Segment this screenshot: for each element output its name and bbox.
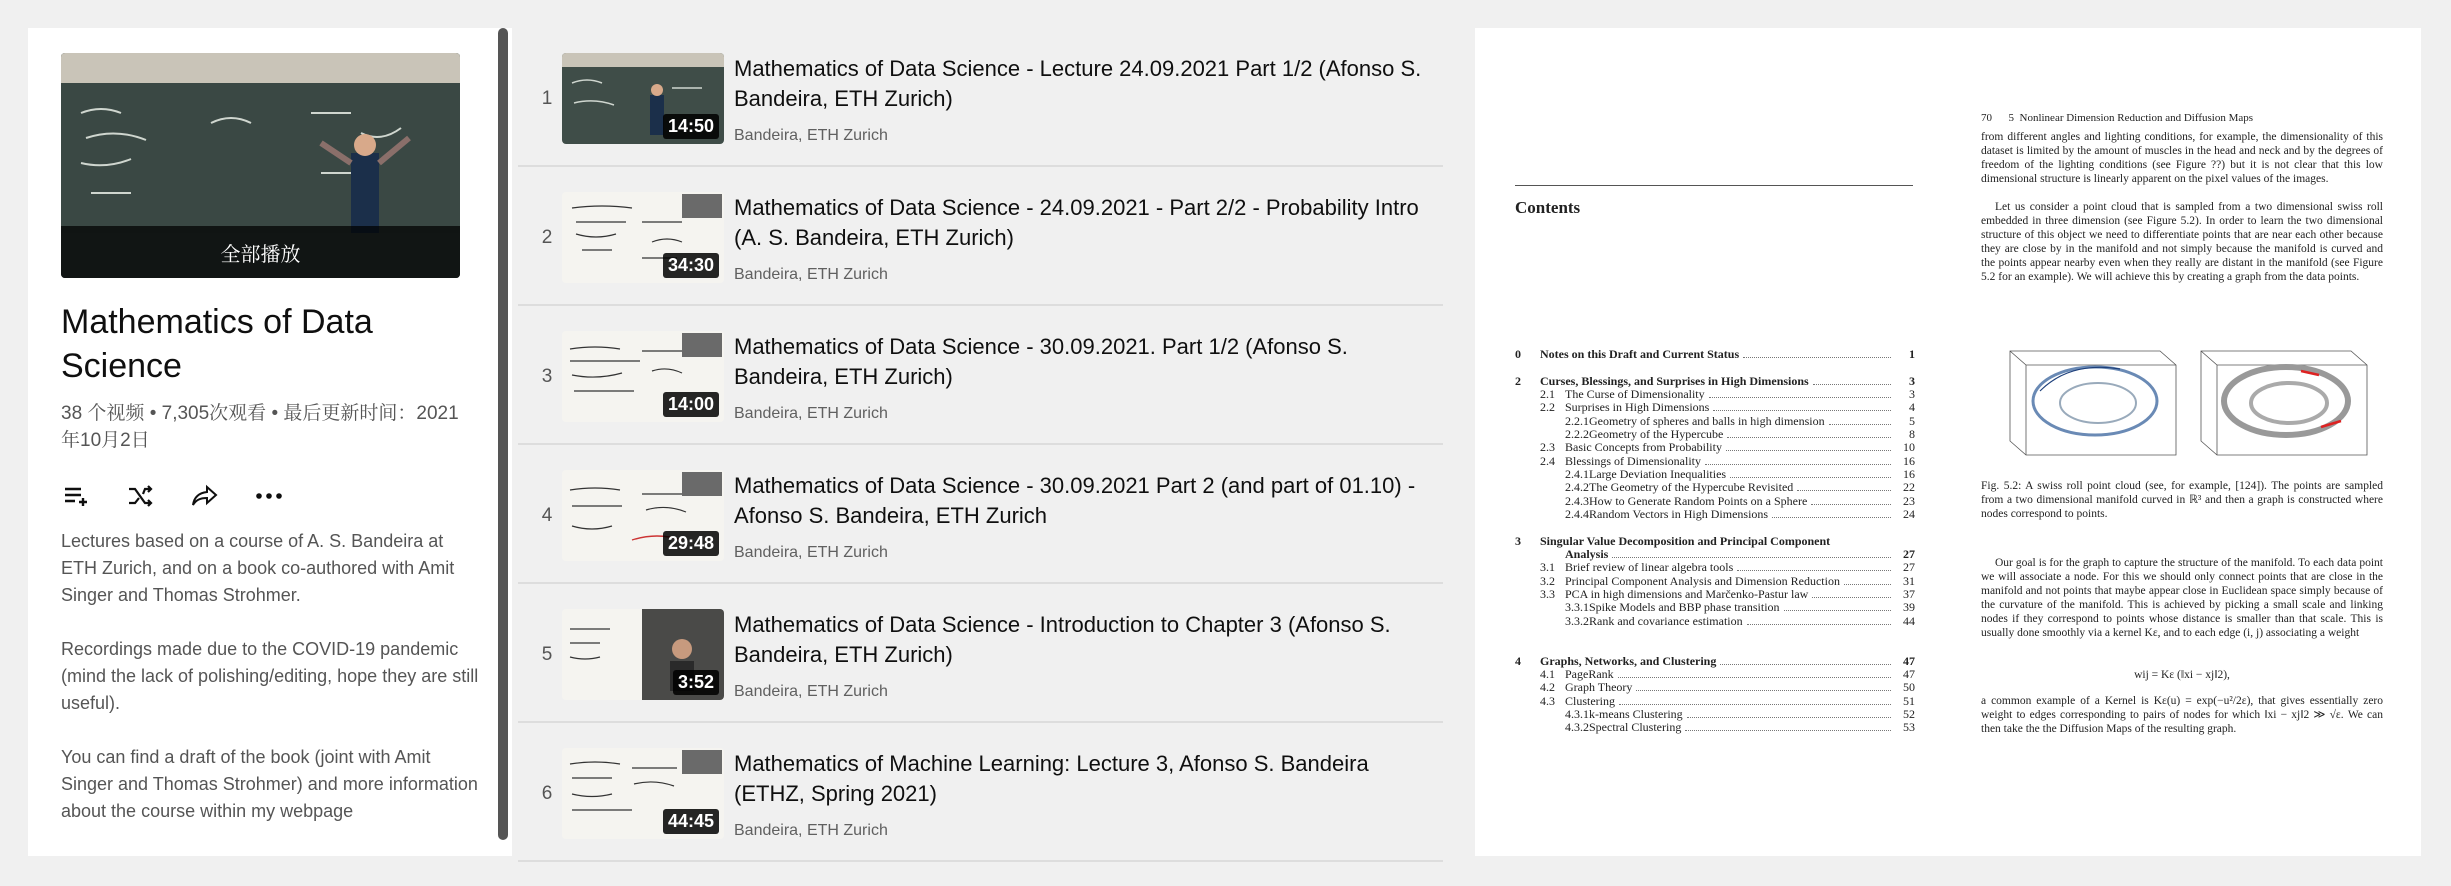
equation: wij = Kε (‖xi − xj‖2), [2134, 669, 2230, 681]
toc-leader [1834, 535, 1891, 545]
toc-page: 3 [1909, 388, 1915, 401]
toc-leader [1829, 415, 1891, 425]
toc-leader [1705, 455, 1891, 465]
toc-label: Random Vectors in High Dimensions [1589, 508, 1769, 521]
video-index: 1 [541, 88, 553, 109]
video-list [518, 28, 1468, 856]
toc-entry [1515, 468, 1915, 481]
video-row[interactable] [518, 723, 1443, 862]
video-title[interactable]: Mathematics of Data Science - 24.09.2021 - Part 2/2 - Probability Intro (A. S. Bandeira, ETH Zurich) [734, 195, 1419, 250]
toc-label: How to Generate Random Points on a Sphere [1589, 495, 1808, 508]
toc-entry [1515, 428, 1915, 441]
playlist-thumbnail[interactable] [61, 53, 460, 278]
toc-page: 39 [1903, 601, 1915, 614]
video-thumbnail[interactable] [562, 748, 724, 839]
shuffle-icon[interactable] [125, 480, 157, 512]
toc-number: 4.1 [1540, 668, 1555, 681]
toc-number: 4.3.2 [1565, 721, 1589, 734]
toc-entry [1515, 481, 1915, 494]
video-title[interactable]: Mathematics of Data Science - 30.09.2021. Part 1/2 (Afonso S. Bandeira, ETH Zurich) [734, 334, 1348, 389]
video-row[interactable] [518, 28, 1443, 167]
toc-label: Graph Theory [1565, 681, 1633, 694]
toc-page: 53 [1903, 721, 1915, 734]
toc-number: 2.2.1 [1565, 415, 1589, 428]
video-index: 2 [541, 227, 553, 248]
toc-entry [1515, 455, 1915, 468]
toc-label: The Geometry of the Hypercube Revisited [1589, 481, 1794, 494]
toc-page: 10 [1903, 441, 1915, 454]
add-to-queue-icon[interactable] [61, 480, 93, 512]
toc-number: 4 [1515, 655, 1521, 668]
toc-entry [1515, 548, 1915, 561]
toc-number: 2.2.2 [1565, 428, 1589, 441]
toc-number: 2.4.4 [1565, 508, 1589, 521]
toc-page: 37 [1903, 588, 1915, 601]
toc-label: Notes on this Draft and Current Status [1540, 348, 1740, 361]
playlist-scrollbar[interactable] [498, 28, 508, 840]
more-icon[interactable] [253, 480, 285, 512]
toc-page: 27 [1903, 548, 1915, 561]
toc-number [1515, 548, 1540, 561]
playlist-title: Mathematics of Data Science [61, 303, 373, 385]
toc-page: 24 [1903, 508, 1915, 521]
toc-leader [1737, 561, 1891, 571]
toc-label: Geometry of spheres and balls in high dimension [1589, 415, 1825, 428]
toc-label: Clustering [1565, 695, 1615, 708]
toc-label: Blessings of Dimensionality [1565, 455, 1701, 468]
video-channel[interactable]: Bandeira, ETH Zurich [734, 266, 888, 283]
video-row[interactable] [518, 306, 1443, 445]
toc-label: Large Deviation Inequalities [1589, 468, 1727, 481]
toc-label: Analysis [1565, 548, 1609, 561]
toc-entry [1515, 441, 1915, 454]
toc-entry [1515, 495, 1915, 508]
toc-leader [1812, 588, 1891, 598]
toc-entry [1515, 655, 1915, 668]
video-row[interactable] [518, 167, 1443, 306]
toc-page: 8 [1909, 428, 1915, 441]
toc-label: PageRank [1565, 668, 1614, 681]
toc-number: 3.3.1 [1565, 601, 1589, 614]
video-index: 6 [541, 783, 553, 804]
toc-page: 16 [1903, 455, 1915, 468]
video-channel[interactable]: Bandeira, ETH Zurich [734, 405, 888, 422]
video-thumbnail[interactable] [562, 470, 724, 561]
toc-page: 3 [1909, 375, 1915, 388]
toc-page: 51 [1903, 695, 1915, 708]
toc-entry [1515, 401, 1915, 414]
toc-number: 3 [1515, 535, 1521, 548]
video-index: 3 [541, 366, 553, 387]
toc-number: 2.4 [1540, 455, 1555, 468]
toc-leader [1811, 495, 1891, 505]
toc-number: 3.1 [1540, 561, 1555, 574]
toc-page: 23 [1903, 495, 1915, 508]
toc-number: 4.2 [1540, 681, 1555, 694]
toc-entry [1515, 668, 1915, 681]
toc-number: 3.3.2 [1565, 615, 1589, 628]
toc-leader [1618, 668, 1891, 678]
video-row[interactable] [518, 445, 1443, 584]
toc-page: 4 [1909, 401, 1915, 414]
toc-leader [1747, 615, 1891, 625]
toc-number: 3.2 [1540, 575, 1555, 588]
video-row[interactable] [518, 584, 1443, 723]
toc-entry [1515, 615, 1915, 628]
playlist-actions [61, 476, 285, 516]
toc-label: Geometry of the Hypercube [1589, 428, 1724, 441]
contents-heading: Contents [1515, 198, 1581, 217]
toc-label: k-means Clustering [1589, 708, 1683, 721]
video-duration: 14:50 [663, 114, 719, 139]
toc-number: 3.3 [1540, 588, 1555, 601]
toc-page: 47 [1903, 655, 1915, 668]
video-index: 4 [541, 505, 553, 526]
video-duration: 44:45 [663, 809, 719, 834]
toc-leader [1813, 375, 1891, 385]
book-draft-page [1475, 28, 2421, 856]
toc-entry [1515, 721, 1915, 734]
toc-entry [1515, 575, 1915, 588]
video-duration: 34:30 [663, 253, 719, 278]
toc-number: 0 [1515, 348, 1521, 361]
toc-entry [1515, 508, 1915, 521]
toc-number: 4.3 [1540, 695, 1555, 708]
video-thumbnail[interactable] [562, 53, 724, 144]
toc-entry [1515, 375, 1915, 388]
toc-label: Graphs, Networks, and Clustering [1540, 655, 1717, 668]
toc-entry [1515, 415, 1915, 428]
video-thumbnail[interactable] [562, 609, 724, 700]
video-thumbnail[interactable] [562, 331, 724, 422]
toc-number: 4.3.1 [1565, 708, 1589, 721]
toc-entry [1515, 708, 1915, 721]
video-duration: 3:52 [673, 670, 719, 695]
toc-page: 47 [1903, 668, 1915, 681]
toc-leader [1687, 708, 1891, 718]
body-paragraph: Our goal is for the graph to capture the structure of the manifold. To each data point we will associate a node. For this we should only connect points that are close in the manifold and not points that maybe appear close in Euclidean space simply because of the curvature of the manifold. This is achieved by picking a small scale and linking nodes if they correspond to points whose distance is smaller than that scale. This is usually done smoothly via a kernel Kε, and to each edge (i, j) associating a weight [1981, 557, 2383, 639]
playlist-panel [28, 28, 512, 856]
video-title[interactable]: Mathematics of Data Science - Lecture 24.09.2021 Part 1/2 (Afonso S. Bandeira, ETH Zurich) [734, 56, 1422, 111]
video-channel[interactable]: Bandeira, ETH Zurich [734, 822, 888, 839]
video-channel[interactable]: Bandeira, ETH Zurich [734, 127, 888, 144]
description-paragraph: You can find a draft of the book (joint with Amit Singer and Thomas Strohmer) and more information about the course within my webpage [61, 747, 478, 821]
toc-entry [1515, 388, 1915, 401]
toc-leader [1636, 681, 1891, 691]
toc-page: 22 [1903, 481, 1915, 494]
toc-leader [1772, 508, 1891, 518]
toc-number: 2.2 [1540, 401, 1555, 414]
toc-leader [1612, 548, 1891, 558]
toc-label: Brief review of linear algebra tools [1565, 561, 1734, 574]
toc-label: PCA in high dimensions and Marčenko-Pastur law [1565, 588, 1809, 601]
toc-leader [1619, 695, 1891, 705]
toc-page: 1 [1909, 348, 1915, 361]
toc-entry [1515, 695, 1915, 708]
description-paragraph: Lectures based on a course of A. S. Bandeira at ETH Zurich, and on a book co-authored with Amit Singer and Thomas Strohmer. [61, 531, 455, 605]
swiss-roll-figure [2000, 331, 2186, 461]
body-paragraph: Let us consider a point cloud that is sampled from a two dimensional swiss roll embedded in three dimension (see Figure 5.2). In order to learn the two dimensional structure of this object we need to differentiate points that are near each other because they are close by in the manifold and not simply because the manifold is curved and the points appear nearby even when they really are distant in the manifold (see Figure 5.2 for an example). We will achieve this by creating a graph from the data points. [1981, 201, 2383, 283]
toc-entry [1515, 535, 1915, 548]
toc-leader [1784, 601, 1891, 611]
toc-leader [1709, 388, 1891, 398]
video-duration: 14:00 [663, 392, 719, 417]
toc-page: 50 [1903, 681, 1915, 694]
toc-page [1895, 535, 1915, 548]
toc-leader [1727, 428, 1891, 438]
toc-leader [1713, 401, 1891, 411]
share-icon[interactable] [189, 480, 221, 512]
toc-number: 2.3 [1540, 441, 1555, 454]
toc-leader [1797, 481, 1891, 491]
toc-entry [1515, 588, 1915, 601]
toc-leader [1685, 721, 1891, 731]
contents-rule [1515, 185, 1913, 186]
toc-leader [1726, 441, 1891, 451]
page-header: 70 5 Nonlinear Dimension Reduction and Diffusion Maps [1981, 112, 2254, 124]
play-all-label: 全部播放 [220, 243, 301, 266]
toc-label: Spike Models and BBP phase transition [1589, 601, 1780, 614]
toc-label: Basic Concepts from Probability [1565, 441, 1722, 454]
toc-label: The Curse of Dimensionality [1565, 388, 1705, 401]
toc-label: Singular Value Decomposition and Principal Component [1540, 535, 1831, 548]
toc-leader [1720, 655, 1891, 665]
toc-page: 16 [1903, 468, 1915, 481]
description-paragraph: Recordings made due to the COVID-19 pandemic (mind the lack of polishing/editing, hope they are still useful). [61, 639, 479, 713]
video-title[interactable]: Mathematics of Data Science - Introduction to Chapter 3 (Afonso S. Bandeira, ETH Zurich) [734, 612, 1391, 667]
video-title[interactable]: Mathematics of Data Science - 30.09.2021 Part 2 (and part of 01.10) - Afonso S. Bandeira, ETH Zurich [734, 473, 1416, 528]
toc-leader [1743, 348, 1891, 358]
toc-page: 52 [1903, 708, 1915, 721]
toc-label: Rank and covariance estimation [1589, 615, 1743, 628]
video-thumbnail[interactable] [562, 192, 724, 283]
video-duration: 29:48 [663, 531, 719, 556]
toc-label: Spectral Clustering [1589, 721, 1682, 734]
toc-entry [1515, 561, 1915, 574]
playlist-description [61, 528, 481, 852]
toc-page: 5 [1909, 415, 1915, 428]
body-paragraph: a common example of a Kernel is Kε(u) = exp(−u²/2ε), that gives essentially zero weight to edges corresponding to pairs of nodes for which ‖xi − xj‖2 ≫ √ε. We can then take the the Diffusion Maps of the resulting graph. [1981, 695, 2383, 735]
toc-leader [1730, 468, 1891, 478]
toc-entry [1515, 348, 1915, 361]
video-channel[interactable]: Bandeira, ETH Zurich [734, 683, 888, 700]
play-all-button[interactable] [61, 226, 460, 278]
toc-leader [1844, 575, 1891, 585]
body-paragraph: from different angles and lighting conditions, for example, the dimensionality of this dataset is limited by the amount of muscles in the head and neck and by the degrees of freedom of the lighting conditions (see Figure ??) but it is not clear that this low dimensional structure is linearly apparent on the pixel values of the images. [1981, 131, 2383, 185]
toc-entry [1515, 601, 1915, 614]
playlist-meta: 38 个视频 • 7,305次观看 • 最后更新时间：2021年10月2日 [61, 403, 459, 451]
toc-number: 2 [1515, 375, 1521, 388]
swiss-roll-graph-figure [2191, 331, 2377, 461]
toc-label: Curses, Blessings, and Surprises in High Dimensions [1540, 375, 1809, 388]
toc-page: 31 [1903, 575, 1915, 588]
toc-page: 44 [1903, 615, 1915, 628]
video-channel[interactable]: Bandeira, ETH Zurich [734, 544, 888, 561]
toc-label: Principal Component Analysis and Dimension Reduction [1565, 575, 1840, 588]
toc-page: 27 [1903, 561, 1915, 574]
video-title[interactable]: Mathematics of Machine Learning: Lecture 3, Afonso S. Bandeira (ETHZ, Spring 2021) [734, 751, 1369, 806]
toc-number: 2.1 [1540, 388, 1555, 401]
toc-number: 2.4.1 [1565, 468, 1589, 481]
figure-caption: Fig. 5.2: A swiss roll point cloud (see, for example, [124]). The points are sampled from a two dimensional manifold curved in ℝ³ and then a graph is constructed where nodes correspond to points. [1981, 480, 2383, 520]
toc-label: Surprises in High Dimensions [1565, 401, 1710, 414]
toc-entry [1515, 681, 1915, 694]
video-index: 5 [541, 644, 553, 665]
toc-number: 2.4.2 [1565, 481, 1589, 494]
toc-number: 2.4.3 [1565, 495, 1589, 508]
